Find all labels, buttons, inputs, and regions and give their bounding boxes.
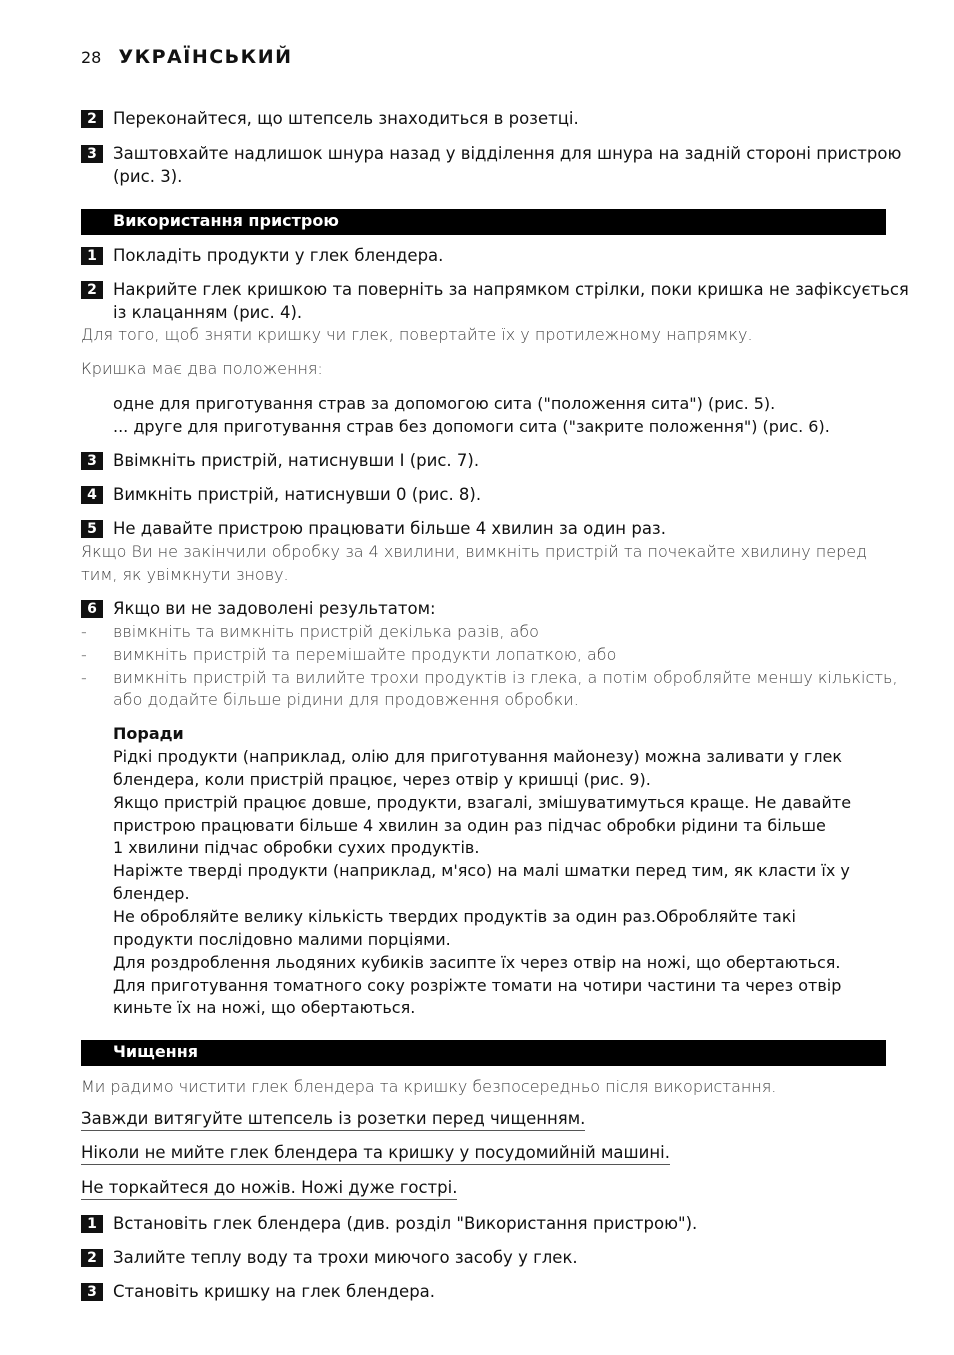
use-step-2: [81, 278, 909, 324]
tip-line: Для роздроблення льодяних кубиків засипте їх через отвір на ножі, що обертаються.: [113, 953, 841, 972]
warning-dishwasher: Ніколи не мийте глек блендера та кришку у посудомийній машині.: [81, 1143, 670, 1165]
step-number: 1: [81, 247, 103, 265]
step-number: 2: [81, 1249, 103, 1267]
section-header-cleaning: [81, 1040, 886, 1066]
list-dash: -: [81, 668, 87, 687]
section-header-use: [81, 209, 886, 235]
step6-option: ввімкніть та вимкніть пристрій декілька разів, або: [113, 622, 539, 641]
cleaning-intro: Ми радимо чистити глек блендера та кришку безпосередньо після використання.: [81, 1077, 777, 1096]
tip-line: блендера, коли пристрій працює, через отвір у кришці (рис. 9).: [113, 770, 651, 789]
step6-option: вимкніть пристрій та вилийте трохи продуктів із глека, а потім обробляйте меншу кількість,: [113, 668, 898, 687]
step-text: Покладіть продукти у глек блендера.: [113, 246, 444, 265]
warning-unplug: Завжди витягуйте штепсель із розетки перед чищенням.: [81, 1109, 585, 1131]
step-number: 3: [81, 452, 103, 470]
tips-title: Поради: [113, 724, 184, 743]
step6-option: або додайте більше рідини для продовження обробки.: [113, 690, 579, 709]
step-number: 4: [81, 486, 103, 504]
step6-option: вимкніть пристрій та перемішайте продукти лопаткою, або: [113, 645, 617, 664]
tip-line: блендер.: [113, 884, 190, 903]
tip-line: Для приготування томатного соку розріжте томати на чотири частини та через отвір: [113, 976, 842, 995]
use-step-6: [81, 597, 436, 620]
step-number: 3: [81, 145, 103, 163]
use-step-4: [81, 483, 481, 506]
step-text: Становіть кришку на глек блендера.: [113, 1282, 436, 1301]
lid-positions-intro: Кришка має два положення:: [81, 359, 323, 378]
use-step-5: [81, 517, 666, 540]
step-text: Не давайте пристрою працювати більше 4 хвилин за один раз.: [113, 519, 666, 538]
step-text: Заштовхайте надлишок шнура назад у відділення для шнура на задній стороні пристрою: [113, 144, 902, 163]
intro-step-2: [81, 107, 579, 130]
step-text: Ввімкніть пристрій, натиснувши I (рис. 7).: [113, 451, 480, 470]
step-number: 2: [81, 281, 103, 299]
tip-line: продукти послідовно малими порціями.: [113, 930, 451, 949]
section-title: Використання пристрою: [113, 211, 339, 230]
lid-position-sieve: одне для приготування страв за допомогою сита ("положення сита") (рис. 5).: [113, 394, 776, 413]
section-title: Чищення: [113, 1042, 199, 1061]
step-number: 5: [81, 520, 103, 538]
step-text: Накрийте глек кришкою та поверніть за напрямком стрілки, поки кришка не зафіксується: [113, 280, 909, 299]
note-remove-lid: Для того, щоб зняти кришку чи глек, повертайте їх у протилежному напрямку.: [81, 325, 753, 344]
step5-note-line: тим, як увімкнути знову.: [81, 565, 289, 584]
list-dash: -: [81, 622, 87, 641]
use-step-3: [81, 449, 479, 472]
lid-position-closed: ... друге для приготування страв без допомоги сита ("закрите положення") (рис. 6).: [113, 417, 830, 436]
tip-line: Наріжте тверді продукти (наприклад, м'ясо) на малі шматки перед тим, як класти їх у: [113, 861, 850, 880]
step-number: 1: [81, 1215, 103, 1233]
page-number: 28: [81, 48, 102, 67]
step-text: Переконайтеся, що штепсель знаходиться в розетці.: [113, 109, 579, 128]
tip-line: Рідкі продукти (наприклад, олію для приготування майонезу) можна заливати у глек: [113, 747, 843, 766]
step-text: із клацанням (рис. 4).: [113, 303, 303, 322]
step-number: 2: [81, 110, 103, 128]
clean-step-3: [81, 1280, 435, 1303]
tip-line: Якщо пристрій працює довше, продукти, взагалі, змішуватимуться краще. Не давайте: [113, 793, 852, 812]
clean-step-1: [81, 1212, 697, 1235]
tip-line: 1 хвилини підчас обробки сухих продуктів.: [113, 838, 480, 857]
step-text: (рис. 3).: [113, 167, 183, 186]
tip-line: киньте їх на ножі, що обертаються.: [113, 998, 416, 1017]
page-header: [81, 46, 293, 68]
step-text: Якщо ви не задоволені результатом:: [113, 599, 436, 618]
page-language-title: УКРАЇНСЬКИЙ: [118, 46, 293, 68]
use-step-1: [81, 244, 443, 267]
tip-line: Не обробляйте велику кількість твердих продуктів за один раз.Обробляйте такі: [113, 907, 796, 926]
warning-blades: Не торкайтеся до ножів. Ножі дуже гострі.: [81, 1178, 457, 1200]
step-text: Вимкніть пристрій, натиснувши 0 (рис. 8).: [113, 485, 482, 504]
step-number: 6: [81, 600, 103, 618]
step-number: 3: [81, 1283, 103, 1301]
tip-line: пристрою працювати більше 4 хвилин за один раз підчас обробки рідини та більше: [113, 816, 826, 835]
clean-step-2: [81, 1246, 578, 1269]
intro-step-3: [81, 142, 901, 188]
list-dash: -: [81, 645, 87, 664]
step-text: Залийте теплу воду та трохи миючого засобу у глек.: [113, 1248, 578, 1267]
step5-note-line: Якщо Ви не закінчили обробку за 4 хвилини, вимкніть пристрій та почекайте хвилину перед: [81, 542, 867, 561]
step-text: Встановіть глек блендера (див. розділ "Використання пристрою").: [113, 1214, 698, 1233]
